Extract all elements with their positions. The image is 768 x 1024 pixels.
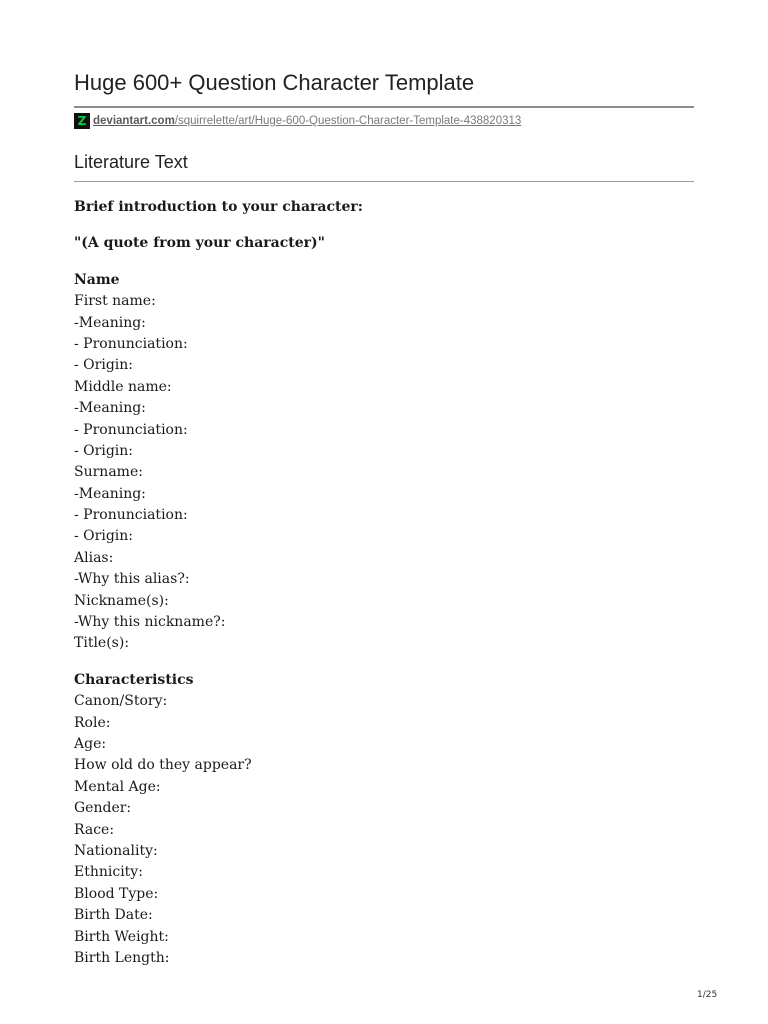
field-line: Middle name: — [74, 378, 172, 395]
field-line: Nationality: — [74, 842, 158, 859]
field-line: Mental Age: — [74, 778, 161, 795]
literature-text — [74, 197, 694, 984]
title-divider — [74, 106, 694, 108]
field-line: Birth Date: — [74, 907, 153, 924]
field-line: -Meaning: — [74, 400, 146, 417]
field-line: Role: — [74, 714, 111, 731]
field-line: - Origin: — [74, 528, 134, 545]
source-path[interactable]: /squirrelette/art/Huge-600-Question-Character-Template-438820313 — [174, 115, 522, 127]
field-line: Surname: — [74, 464, 143, 481]
field-line: - Pronunciation: — [74, 335, 188, 352]
field-line: Age: — [74, 735, 107, 752]
field-line: - Pronunciation: — [74, 421, 188, 438]
section-heading: Literature Text — [74, 152, 188, 172]
page-number: 1/25 — [697, 990, 718, 1000]
field-line: - Pronunciation: — [74, 507, 188, 524]
deviantart-logo-icon: Z — [74, 113, 90, 129]
field-line: Blood Type: — [74, 885, 159, 902]
group-name — [74, 270, 694, 655]
section-divider — [74, 181, 694, 182]
field-line: Race: — [74, 821, 115, 838]
field-line: How old do they appear? — [74, 757, 252, 774]
field-line: Alias: — [74, 549, 114, 566]
field-line: Gender: — [74, 800, 132, 817]
field-line: Title(s): — [74, 635, 130, 652]
field-line: -Meaning: — [74, 485, 146, 502]
field-line: - Origin: — [74, 357, 134, 374]
field-line: - Origin: — [74, 442, 134, 459]
field-line: -Meaning: — [74, 314, 146, 331]
field-line: Birth Length: — [74, 949, 170, 966]
source-domain[interactable]: deviantart.com — [93, 115, 175, 127]
field-line: First name: — [74, 293, 156, 310]
group-characteristics — [74, 670, 694, 969]
field-line: -Why this nickname?: — [74, 614, 226, 631]
field-line: Ethnicity: — [74, 864, 143, 881]
group-heading: Characteristics — [74, 671, 194, 688]
field-line: -Why this alias?: — [74, 571, 190, 588]
quote-prompt: "(A quote from your character)" — [74, 235, 325, 252]
intro-prompt: Brief introduction to your character: — [74, 199, 363, 215]
group-heading: Name — [74, 271, 120, 288]
field-line: Canon/Story: — [74, 693, 168, 710]
field-line: Nickname(s): — [74, 592, 169, 609]
field-line: Birth Weight: — [74, 928, 169, 945]
source-link[interactable] — [74, 112, 521, 130]
page-title: Huge 600+ Question Character Template — [74, 70, 475, 95]
